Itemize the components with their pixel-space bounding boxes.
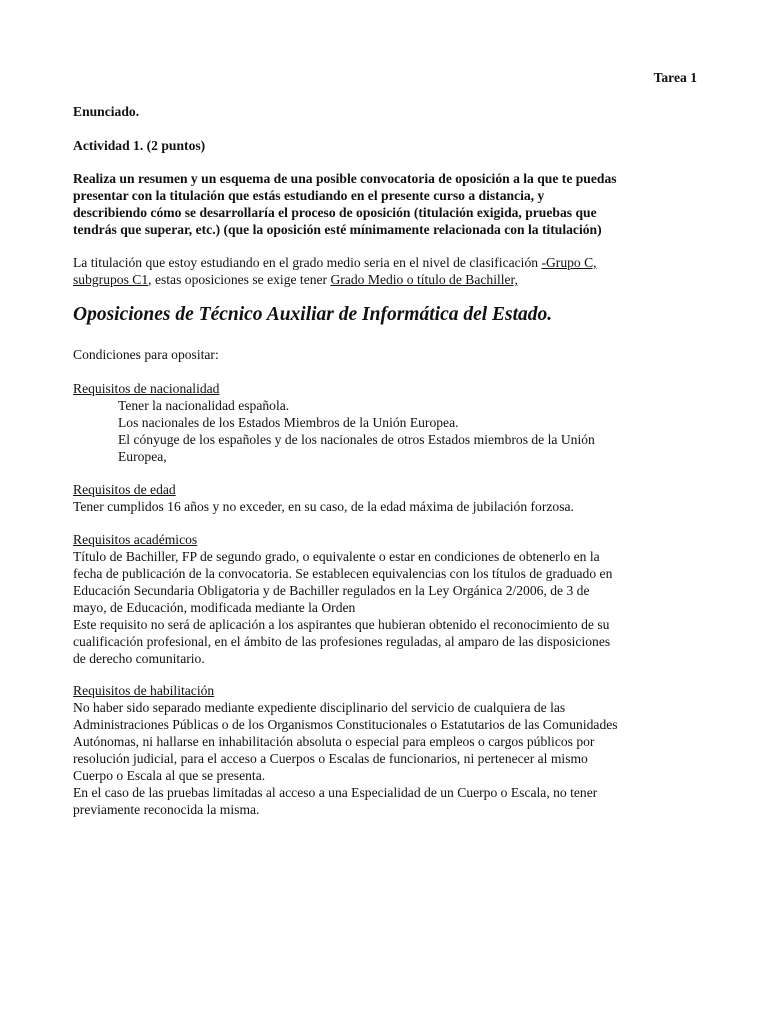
academic-section bbox=[73, 531, 697, 667]
academic-line: Este requisito no será de aplicación a los aspirantes que hubieran obtenido el reconocimiento de su bbox=[73, 617, 610, 632]
task-label: Tarea 1 bbox=[653, 70, 697, 85]
habilitation-line: Autónomas, ni hallarse en inhabilitación absoluta o especial para empleos o cargos públicos por bbox=[73, 734, 595, 749]
academic-line: fecha de publicación de la convocatoria. Se establecen equivalencias con los títulos de graduado en bbox=[73, 566, 613, 581]
nationality-heading: Requisitos de nacionalidad bbox=[73, 381, 220, 396]
enunciado-heading: Enunciado. bbox=[73, 104, 140, 119]
habilitation-line: previamente reconocida la misma. bbox=[73, 802, 260, 817]
habilitation-line: No haber sido separado mediante expediente disciplinario del servicio de cualquiera de las bbox=[73, 700, 566, 715]
main-title: Oposiciones de Técnico Auxiliar de Informática del Estado. bbox=[73, 304, 553, 325]
subgroup-link: subgrupos C1 bbox=[73, 272, 149, 287]
nationality-list bbox=[73, 397, 697, 465]
prompt-line: presentar con la titulación que estás estudiando en el presente curso a distancia, y bbox=[73, 188, 545, 203]
degree-link: Grado Medio o título de Bachiller, bbox=[330, 272, 518, 287]
prompt-paragraph bbox=[73, 170, 697, 238]
age-section bbox=[73, 481, 697, 515]
habilitation-section bbox=[73, 682, 697, 818]
list-item: Tener la nacionalidad española. bbox=[118, 398, 290, 413]
habilitation-line: Administraciones Públicas o de los Organismos Constitucionales o Estatutarios de las Comunidades bbox=[73, 717, 618, 732]
list-item: El cónyuge de los españoles y de los nacionales de otros Estados miembros de la Unión bbox=[118, 432, 595, 447]
nationality-section bbox=[73, 380, 697, 465]
intro-text: , estas oposiciones se exige tener bbox=[148, 272, 331, 287]
list-item: Los nacionales de los Estados Miembros de la Unión Europea. bbox=[118, 415, 459, 430]
habilitation-heading: Requisitos de habilitación bbox=[73, 683, 215, 698]
habilitation-line: resolución judicial, para el acceso a Cuerpos o Escalas de funcionarios, ni pertenecer al mismo bbox=[73, 751, 588, 766]
academic-line: Título de Bachiller, FP de segundo grado, o equivalente o estar en condiciones de obtenerlo en la bbox=[73, 549, 600, 564]
academic-heading: Requisitos académicos bbox=[73, 532, 198, 547]
age-heading: Requisitos de edad bbox=[73, 482, 176, 497]
age-text: Tener cumplidos 16 años y no exceder, en su caso, de la edad máxima de jubilación forzosa. bbox=[73, 499, 574, 514]
actividad-heading: Actividad 1. (2 puntos) bbox=[73, 138, 206, 153]
document-page bbox=[73, 0, 697, 1024]
academic-line: mayo, de Educación, modificada mediante la Orden bbox=[73, 600, 356, 615]
intro-paragraph bbox=[73, 254, 697, 288]
intro-text: La titulación que estoy estudiando en el grado medio seria en el nivel de clasificación bbox=[73, 255, 542, 270]
academic-line: Educación Secundaria Obligatoria y de Bachiller regulados en la Ley Orgánica 2/2006, de 3 de bbox=[73, 583, 590, 598]
habilitation-line: En el caso de las pruebas limitadas al acceso a una Especialidad de un Cuerpo o Escala, no tener bbox=[73, 785, 598, 800]
academic-line: cualificación profesional, en el ámbito de las profesiones reguladas, al amparo de las disposiciones bbox=[73, 634, 611, 649]
habilitation-line: Cuerpo o Escala al que se presenta. bbox=[73, 768, 266, 783]
academic-line: de derecho comunitario. bbox=[73, 651, 205, 666]
list-item: Europea, bbox=[118, 449, 167, 464]
prompt-line: tendrás que superar, etc.) (que la oposición esté mínimamente relacionada con la titulación) bbox=[73, 222, 602, 237]
prompt-line: describiendo cómo se desarrollaría el proceso de oposición (titulación exigida, pruebas que bbox=[73, 205, 597, 220]
prompt-line: Realiza un resumen y un esquema de una posible convocatoria de oposición a la que te puedas bbox=[73, 171, 617, 186]
conditions-text: Condiciones para opositar: bbox=[73, 347, 219, 362]
group-link: -Grupo C, bbox=[541, 255, 597, 270]
